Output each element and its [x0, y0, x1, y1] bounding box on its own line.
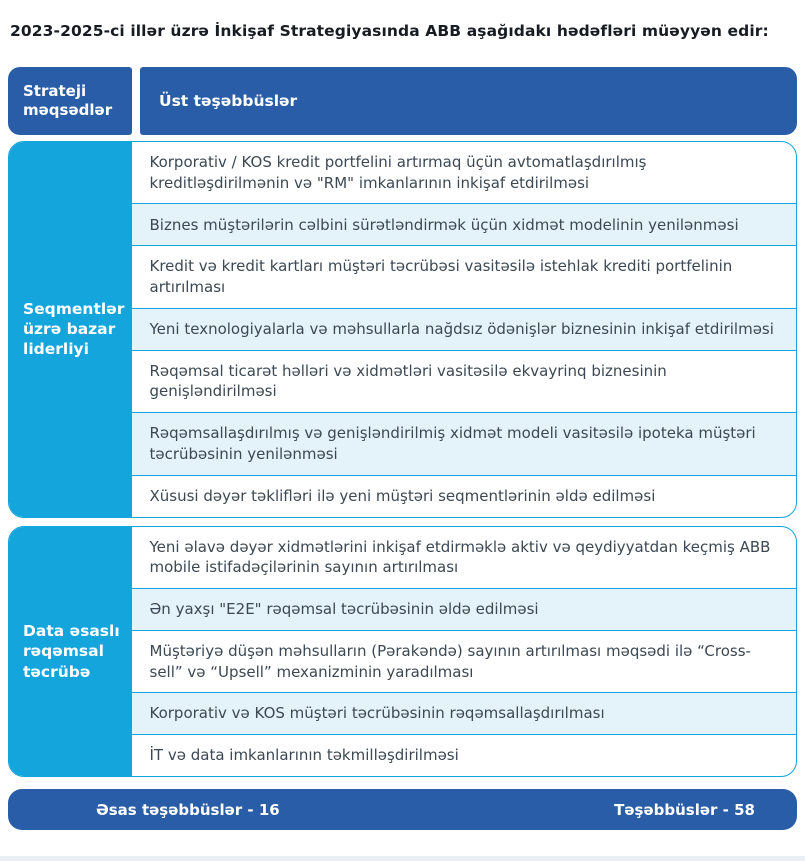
table-header-row	[8, 67, 797, 135]
initiative-text: Korporativ / KOS kredit portfelini artırmaq üçün avtomatlaşdırılmış kreditləşdirilmənin və "RM" imkanlarının inkişaf etdirilməsi	[149, 153, 647, 192]
initiative-row	[132, 142, 797, 203]
initiative-text: İT və data imkanlarının təkmilləşdirilməsi	[149, 746, 459, 765]
initiative-row	[132, 350, 797, 412]
footer-initiatives-count: Təşəbbüslər - 58	[614, 800, 755, 819]
initiative-text: Yeni texnologiyalarla və məhsullarla nağdsız ödənişlər biznesinin inkişaf etdirilməsi	[149, 319, 774, 338]
initiative-row	[132, 203, 797, 245]
initiative-row	[132, 245, 797, 307]
header-label-strategic-goals: Strateji məqsədlər	[23, 81, 113, 119]
header-label-top-initiatives: Üst təşəbbüslər	[159, 92, 298, 110]
initiative-text: Kredit və kredit kartları müştəri təcrübəsi vasitəsilə istehlak krediti portfelinin artırılması	[149, 257, 733, 297]
initiative-text: Ən yaxşı "E2E" rəqəmsal təcrübəsinin əldə edilməsi	[149, 600, 539, 619]
initiative-row	[132, 692, 797, 734]
strategic-goal-label: Seqmentlər üzrə bazar liderliyi	[23, 299, 125, 359]
initiative-text: Rəqəmsallaşdırılmış və genişləndirilmiş xidmət modeli vasitəsilə ipoteka müştəri təcrübəsinin yenilənməsi	[149, 424, 756, 463]
initiative-row	[132, 630, 797, 692]
initiative-text: Biznes müştərilərin cəlbini sürətləndirmək üçün xidmət modelinin yenilənməsi	[149, 215, 739, 234]
header-cell-top-initiatives	[140, 67, 797, 135]
page-bottom-edge	[0, 856, 805, 861]
sections	[8, 141, 797, 777]
footer-main-initiatives-count: Əsas təşəbbüslər - 16	[96, 800, 280, 819]
strategic-goal-label: Data əsaslı rəqəmsal təcrübə	[23, 621, 120, 681]
header-cell-strategic-goals	[8, 67, 132, 135]
initiative-row	[132, 308, 797, 350]
initiative-text: Rəqəmsal ticarət həlləri və xidmətləri vasitəsilə ekvayrinq biznesinin genişləndirilməsi	[149, 361, 667, 401]
footer-summary-bar	[8, 789, 797, 830]
initiative-text: Xüsusi dəyər təklifləri ilə yeni müştəri seqmentlərinin əldə edilməsi	[149, 486, 656, 505]
strategic-goal-cell	[9, 527, 132, 777]
page-title: 2023-2025-ci illər üzrə İnkişaf Strategiyasında ABB aşağıdakı hədəfləri müəyyən edir:	[10, 22, 769, 40]
initiative-text: Yeni əlavə dəyər xidmətlərini inkişaf etdirməklə aktiv və qeydiyyatdan keçmiş ABB mobile istifadəçilərinin sayının artırılması	[149, 537, 771, 577]
initiative-row	[132, 475, 797, 517]
strategy-section	[8, 526, 797, 778]
initiative-text: Müştəriyə düşən məhsulların (Pərakəndə) sayının artırılması məqsədi ilə “Cross-sell” və “Upsell” mexanizminin yaradılması	[149, 641, 751, 681]
initiative-row	[132, 588, 797, 630]
initiative-rows	[132, 142, 797, 517]
initiative-rows	[132, 527, 797, 777]
initiative-row	[132, 527, 797, 588]
initiative-row	[132, 412, 797, 474]
initiative-text: Korporativ və KOS müştəri təcrübəsinin rəqəmsallaşdırılması	[149, 704, 605, 723]
strategic-goal-cell	[9, 142, 132, 517]
initiative-row	[132, 734, 797, 776]
strategy-section	[8, 141, 797, 518]
